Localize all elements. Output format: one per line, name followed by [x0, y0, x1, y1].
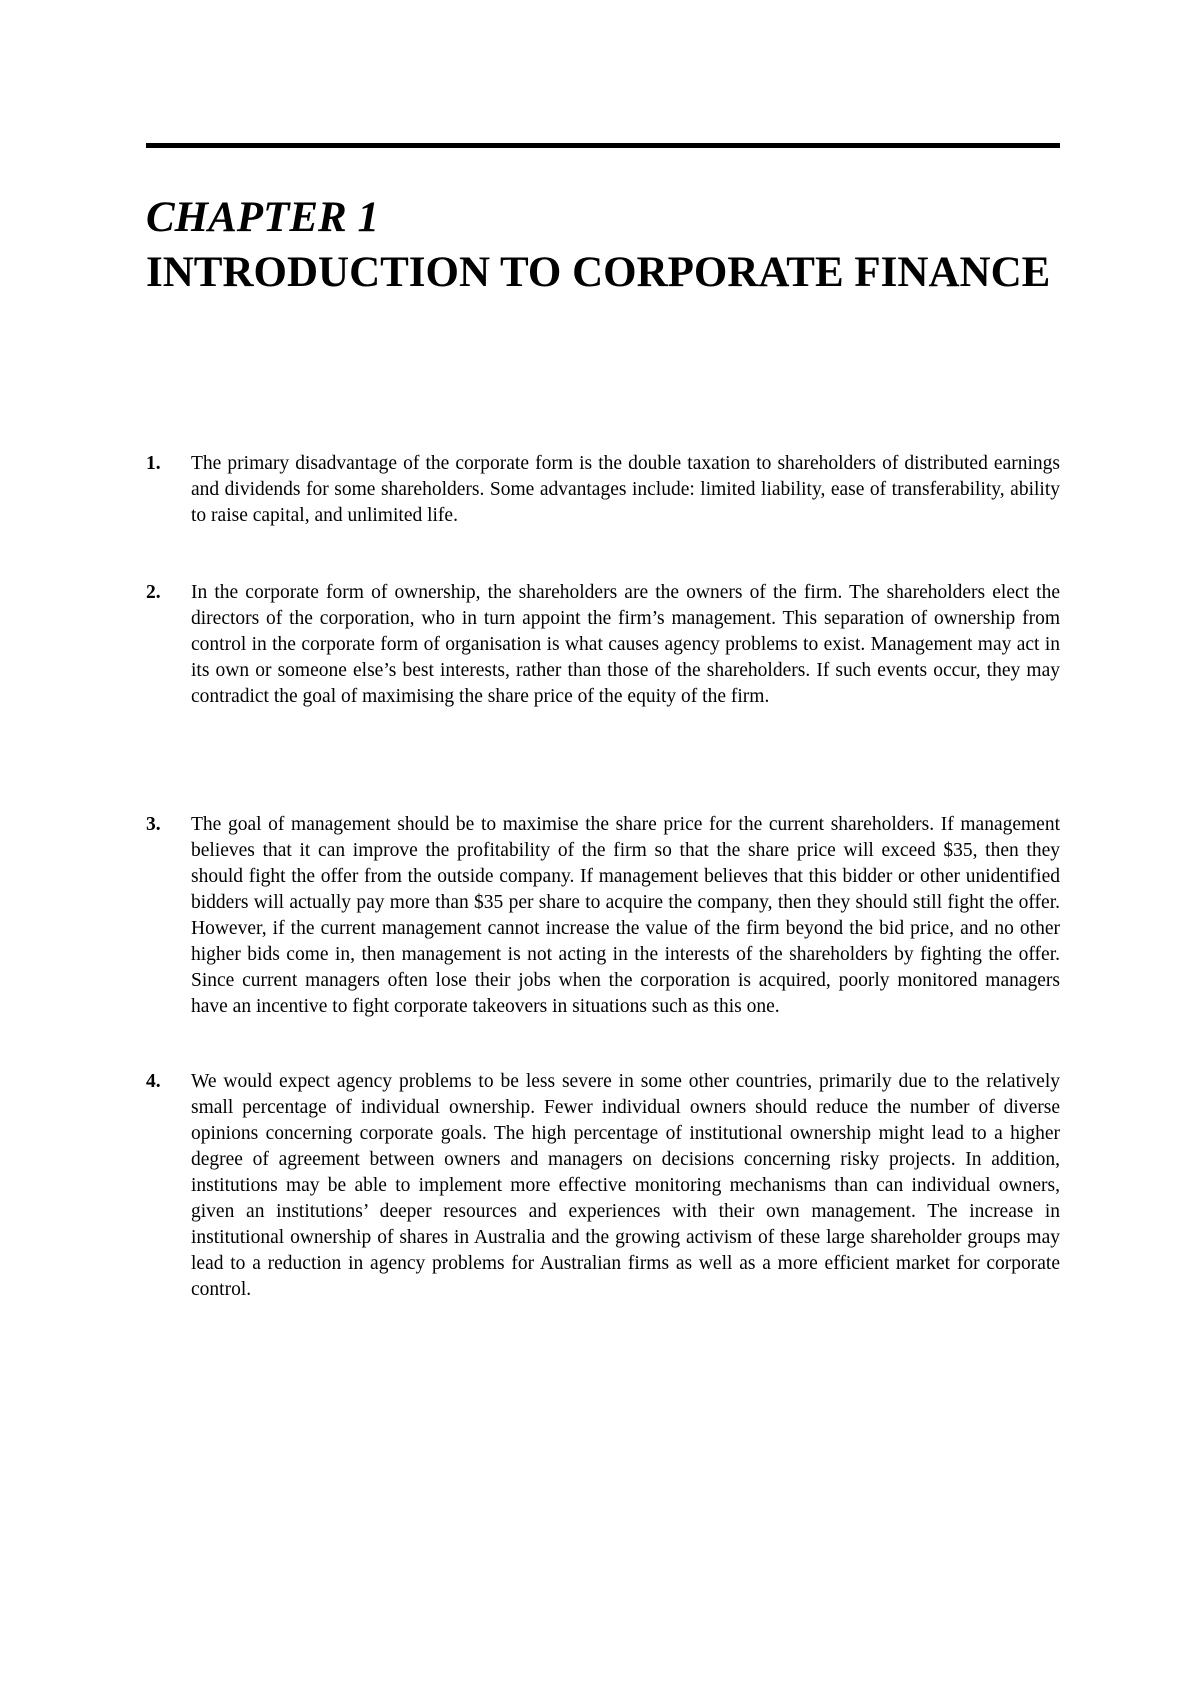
- top-rule-divider: [146, 143, 1060, 148]
- chapter-title: INTRODUCTION TO CORPORATE FINANCE: [146, 249, 1051, 296]
- answer-item-2: [146, 580, 1060, 710]
- answer-number: 1.: [146, 453, 161, 474]
- answer-text: The goal of management should be to maximise the share price for the current shareholders. If management believes that it can improve the profitability of the firm so that the share price will exceed $35, then they should fight the offer from the outside company. If management believes that this bidder or other unidentified bidders will actually pay more than $35 per share to acquire the company, then they should still fight the offer. However, if the current management cannot increase the value of the firm beyond the bid price, and no other higher bids come in, then management is not acting in the interests of the shareholders by fighting the offer. Since current managers often lose their jobs when the corporation is acquired, poorly monitored managers have an incentive to fight corporate takeovers in situations such as this one.: [191, 814, 1060, 1017]
- answer-item-4: [146, 1069, 1060, 1303]
- answer-number: 3.: [146, 814, 161, 835]
- answer-text: The primary disadvantage of the corporate form is the double taxation to shareholders of distributed earnings and dividends for some shareholders. Some advantages include: limited liability, ease of transferability, ability to raise capital, and unlimited life.: [191, 453, 1060, 526]
- answer-text: We would expect agency problems to be less severe in some other countries, primarily due to the relatively small percentage of individual ownership. Fewer individual owners should reduce the number of diverse opinions concerning corporate goals. The high percentage of institutional ownership might lead to a higher degree of agreement between owners and managers on decisions concerning risky projects. In addition, institutions may be able to implement more effective monitoring mechanisms than can individual owners, given an institutions’ deeper resources and experiences with their own management. The increase in institutional ownership of shares in Australia and the growing activism of these large shareholder groups may lead to a reduction in agency problems for Australian firms as well as a more efficient market for corporate control.: [191, 1071, 1060, 1300]
- chapter-label: CHAPTER 1: [146, 194, 379, 241]
- answer-item-1: [146, 451, 1060, 529]
- answer-item-3: [146, 812, 1060, 1020]
- answer-text: In the corporate form of ownership, the shareholders are the owners of the firm. The shareholders elect the directors of the corporation, who in turn appoint the firm’s management. This separation of ownership from control in the corporate form of organisation is what causes agency problems to exist. Management may act in its own or someone else’s best interests, rather than those of the shareholders. If such events occur, they may contradict the goal of maximising the share price of the equity of the firm.: [191, 582, 1060, 707]
- answer-number: 2.: [146, 582, 161, 603]
- answer-number: 4.: [146, 1071, 161, 1092]
